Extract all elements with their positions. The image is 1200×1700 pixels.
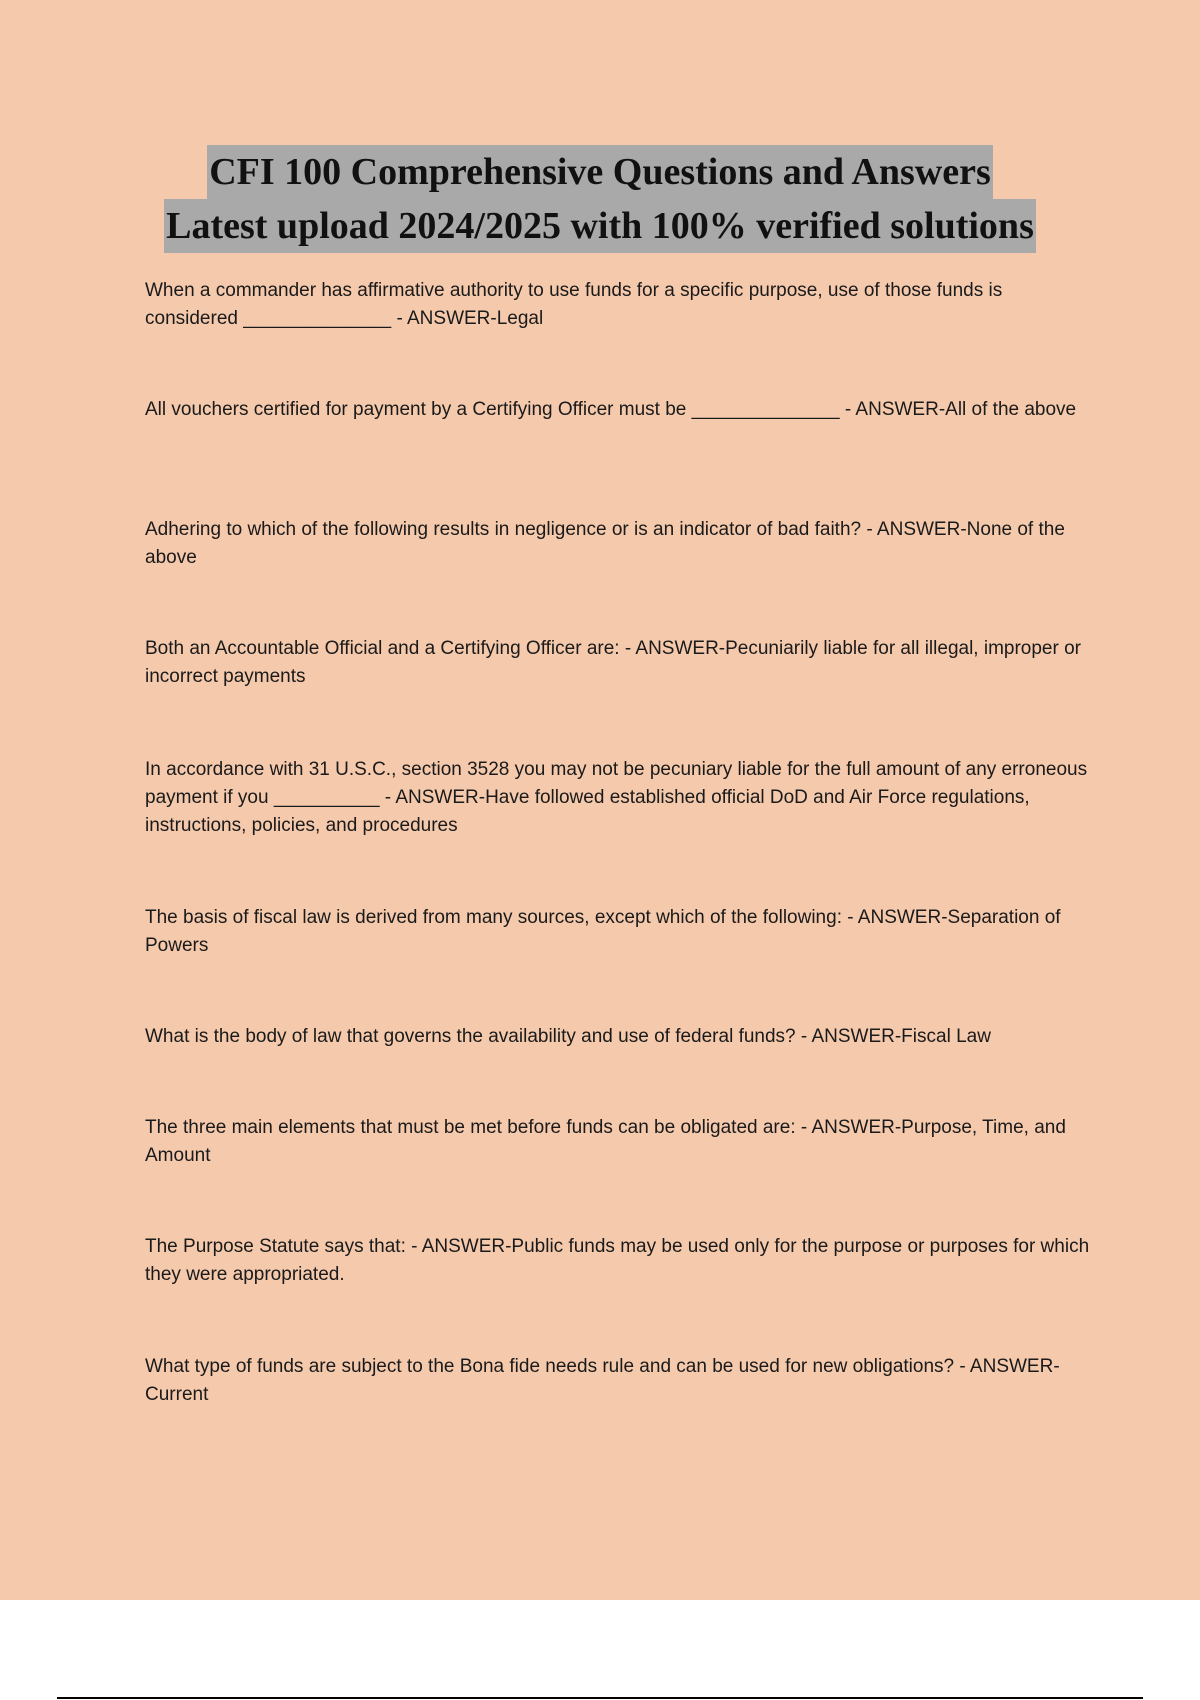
qa-item: In accordance with 31 U.S.C., section 3528 you may not be pecuniary liable for the full amount of any erroneous payment if you __________ - ANSWER-Have followed established official DoD and Air Force regulations, instructions, policies, and procedures: [145, 759, 1088, 836]
qa-item: What is the body of law that governs the availability and use of federal funds? - ANSWER-Fiscal Law: [145, 1026, 991, 1047]
qa-item: When a commander has affirmative authority to use funds for a specific purpose, use of those funds is considered ______________ - ANSWER-Legal: [145, 280, 1003, 329]
qa-item: What type of funds are subject to the Bona fide needs rule and can be used for new obligations? - ANSWER-Current: [145, 1356, 1060, 1405]
qa-item: All vouchers certified for payment by a Certifying Officer must be ______________ - ANSWER-All of the above: [145, 399, 1077, 420]
title-line-1: CFI 100 Comprehensive Questions and Answers: [207, 145, 993, 199]
footer-rule: [57, 1697, 1143, 1699]
qa-item: Adhering to which of the following results in negligence or is an indicator of bad faith? - ANSWER-None of the above: [145, 519, 1065, 568]
qa-item: Both an Accountable Official and a Certifying Officer are: - ANSWER-Pecuniarily liable for all illegal, improper or incorrect payments: [145, 638, 1082, 687]
qa-item: The three main elements that must be met before funds can be obligated are: - ANSWER-Purpose, Time, and Amount: [145, 1117, 1066, 1166]
qa-item: The Purpose Statute says that: - ANSWER-Public funds may be used only for the purpose or purposes for which they were appropriated.: [145, 1236, 1090, 1285]
title-line-2: Latest upload 2024/2025 with 100% verified solutions: [164, 199, 1036, 253]
qa-item: The basis of fiscal law is derived from many sources, except which of the following: - ANSWER-Separation of Powers: [145, 907, 1061, 956]
document-title: [0, 145, 1200, 253]
